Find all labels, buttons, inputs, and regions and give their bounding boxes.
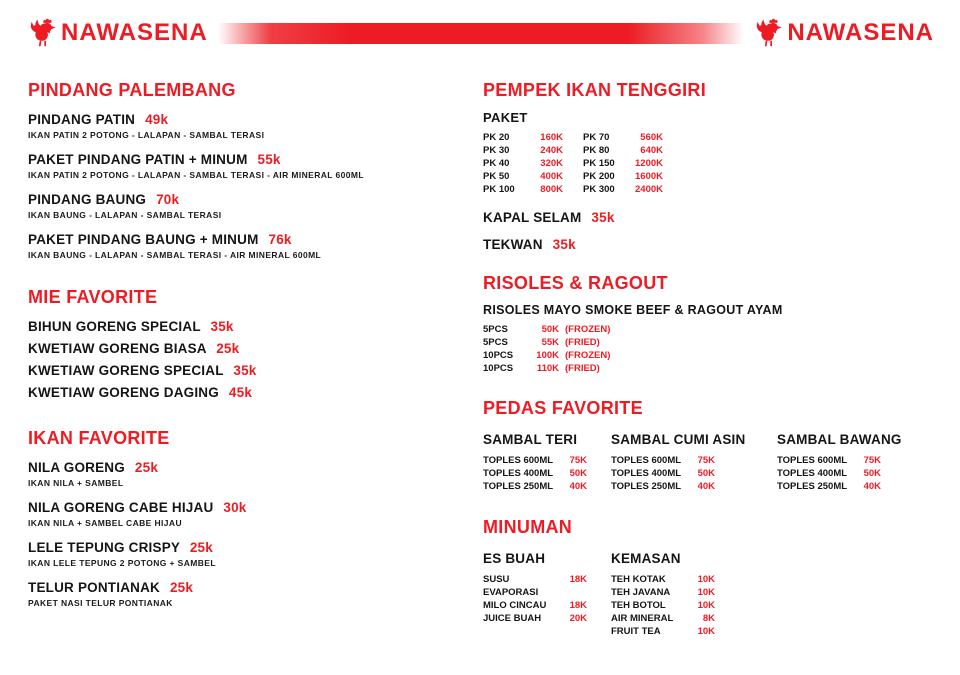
item-name: TELUR PONTIANAK	[28, 580, 160, 595]
menu-item	[483, 237, 934, 252]
package-label: PK 150	[583, 158, 615, 169]
package-price: 640K	[640, 145, 663, 156]
size-label: TOPLES 250ML	[611, 481, 682, 492]
menu-content	[28, 80, 934, 675]
price-value: 18K	[569, 600, 587, 611]
price-value: 100K	[536, 350, 559, 361]
pedas-column-sambal-cumi-asin	[611, 432, 777, 493]
price-row	[583, 144, 663, 157]
package-label: PK 50	[483, 171, 510, 182]
package-price: 320K	[540, 158, 563, 169]
price-row	[483, 454, 611, 467]
menu-item	[28, 112, 463, 140]
price-row	[483, 170, 563, 183]
header-ribbon	[218, 23, 745, 44]
item-line	[28, 580, 463, 595]
section-title: IKAN FAVORITE	[28, 428, 170, 448]
price-row	[611, 586, 777, 599]
drink-label: MILO CINCAU	[483, 600, 547, 611]
section-mie-favorite	[28, 287, 463, 400]
drink-label: AIR MINERAL	[611, 613, 674, 624]
right-column	[483, 80, 934, 675]
price-row	[611, 454, 777, 467]
item-name: BIHUN GORENG SPECIAL	[28, 319, 201, 334]
price-row	[583, 170, 663, 183]
item-price: 35k	[210, 319, 234, 334]
column-title: SAMBAL TERI	[483, 432, 578, 447]
price-value: 50K	[541, 324, 559, 335]
item-name: KAPAL SELAM	[483, 210, 582, 225]
menu-item	[483, 210, 934, 225]
brand-left	[28, 18, 208, 48]
package-label: PK 20	[483, 132, 510, 143]
minuman-columns	[483, 551, 934, 638]
price-row	[483, 480, 611, 493]
package-price: 400K	[540, 171, 563, 182]
quantity-label: 5PCS	[483, 324, 508, 335]
price-value: 10K	[697, 574, 715, 585]
price-row	[483, 467, 611, 480]
item-price: 35k	[233, 363, 257, 378]
item-price: 76k	[268, 232, 292, 247]
section-title: PEDAS FAVORITE	[483, 398, 643, 418]
size-label: TOPLES 400ML	[611, 468, 682, 479]
column-title: KEMASAN	[611, 551, 681, 566]
brand-name-right: NAWASENA	[787, 19, 934, 46]
price-row	[777, 467, 934, 480]
section-title: RISOLES & RAGOUT	[483, 273, 668, 293]
item-name: NILA GORENG	[28, 460, 125, 475]
price-value: 75K	[697, 455, 715, 466]
price-row	[777, 454, 934, 467]
package-price: 1200K	[635, 158, 663, 169]
price-row	[777, 480, 934, 493]
package-price: 240K	[540, 145, 563, 156]
package-label: PK 300	[583, 184, 615, 195]
menu-item	[28, 319, 463, 334]
item-line	[28, 460, 463, 475]
item-price: 35k	[591, 210, 615, 225]
drink-label: FRUIT TEA	[611, 626, 661, 637]
pempek-table-right	[583, 131, 663, 196]
price-value: 18K	[569, 574, 587, 585]
menu-item	[28, 580, 463, 608]
price-value: 55K	[541, 337, 559, 348]
section-title: PEMPEK IKAN TENGGIRI	[483, 80, 707, 100]
risoles-subtitle: RISOLES MAYO SMOKE BEEF & RAGOUT AYAM	[483, 303, 783, 317]
section-pedas-favorite	[483, 398, 934, 493]
drink-label: TEH JAVANA	[611, 587, 671, 598]
item-line	[28, 152, 463, 167]
price-row	[583, 183, 663, 196]
header	[28, 18, 934, 48]
pempek-table-left	[483, 131, 563, 196]
menu-item	[28, 385, 463, 400]
item-price: 35k	[552, 237, 576, 252]
price-row	[483, 131, 563, 144]
section-risoles	[483, 273, 934, 375]
package-label: PK 100	[483, 184, 515, 195]
price-value: 10K	[697, 587, 715, 598]
price-value: 20K	[569, 613, 587, 624]
price-value: 40K	[569, 481, 587, 492]
price-value: 10K	[697, 600, 715, 611]
size-label: TOPLES 600ML	[777, 455, 848, 466]
item-price: 49k	[145, 112, 169, 127]
price-row	[611, 467, 777, 480]
price-row	[611, 599, 777, 612]
menu-item	[28, 500, 463, 528]
item-price: 25k	[134, 460, 159, 475]
risoles-price-list	[483, 323, 934, 375]
quantity-label: 10PCS	[483, 363, 514, 374]
package-price: 1600K	[635, 171, 663, 182]
package-price: 800K	[540, 184, 563, 195]
item-line	[28, 540, 463, 555]
price-value: 50K	[697, 468, 715, 479]
item-line	[28, 192, 463, 207]
rooster-icon	[28, 18, 56, 48]
item-description: IKAN PATIN 2 POTONG - LALAPAN - SAMBAL TERASI - AIR MINERAL 600ML	[28, 170, 364, 180]
item-name: PINDANG PATIN	[28, 112, 136, 127]
price-note: (FRIED)	[565, 363, 600, 374]
price-row	[583, 131, 663, 144]
item-name: KWETIAW GORENG BIASA	[28, 341, 207, 356]
price-row	[483, 573, 611, 599]
item-price: 55k	[257, 152, 281, 167]
size-label: TOPLES 250ML	[777, 481, 848, 492]
price-note: (FROZEN)	[565, 350, 611, 361]
package-label: PK 30	[483, 145, 510, 156]
price-value: 40K	[863, 481, 881, 492]
size-label: TOPLES 600ML	[611, 455, 682, 466]
price-row	[483, 336, 934, 349]
section-pempek	[483, 80, 934, 252]
price-row	[483, 183, 563, 196]
price-note: (FRIED)	[565, 337, 600, 348]
price-row	[483, 349, 934, 362]
quantity-label: 5PCS	[483, 337, 508, 348]
minuman-column-kemasan	[611, 551, 777, 638]
item-line	[28, 500, 463, 515]
item-name: NILA GORENG CABE HIJAU	[28, 500, 214, 515]
left-column	[28, 80, 483, 675]
menu-item	[28, 232, 463, 260]
menu-item	[28, 460, 463, 488]
item-description: IKAN BAUNG - LALAPAN - SAMBAL TERASI	[28, 210, 222, 220]
section-title: PINDANG PALEMBANG	[28, 80, 236, 100]
column-title: SAMBAL BAWANG	[777, 432, 902, 447]
minuman-column-es-buah	[483, 551, 611, 638]
pedas-columns	[483, 432, 934, 493]
package-price: 160K	[540, 132, 563, 143]
section-pindang-palembang	[28, 80, 463, 260]
rooster-icon	[754, 18, 782, 48]
price-row	[611, 625, 777, 638]
pedas-column-sambal-bawang	[777, 432, 934, 493]
menu-item	[28, 192, 463, 220]
pedas-column-sambal-teri	[483, 432, 611, 493]
item-price: 25k	[169, 580, 194, 595]
price-row	[483, 157, 563, 170]
drink-label: TEH BOTOL	[611, 600, 666, 611]
price-row	[483, 612, 611, 625]
package-label: PK 40	[483, 158, 510, 169]
price-value: 10K	[697, 626, 715, 637]
item-description: IKAN NILA + SAMBEL CABE HIJAU	[28, 518, 182, 528]
menu-item	[28, 341, 463, 356]
package-price: 2400K	[635, 184, 663, 195]
drink-label: JUICE BUAH	[483, 613, 542, 624]
package-label: PK 80	[583, 145, 610, 156]
quantity-label: 10PCS	[483, 350, 514, 361]
package-label: PK 70	[583, 132, 610, 143]
price-row	[483, 599, 611, 612]
item-price: 70k	[156, 192, 180, 207]
price-value: 40K	[697, 481, 715, 492]
section-minuman	[483, 517, 934, 638]
drink-label: TEH KOTAK	[611, 574, 666, 585]
column-title: ES BUAH	[483, 551, 546, 566]
item-name: KWETIAW GORENG DAGING	[28, 385, 219, 400]
item-name: KWETIAW GORENG SPECIAL	[28, 363, 224, 378]
price-row	[583, 157, 663, 170]
size-label: TOPLES 600ML	[483, 455, 554, 466]
price-value: 50K	[863, 468, 881, 479]
item-line	[28, 232, 463, 247]
price-row	[483, 362, 934, 375]
price-value: 8K	[702, 613, 715, 624]
item-description: PAKET NASI TELUR PONTIANAK	[28, 598, 173, 608]
size-label: TOPLES 400ML	[483, 468, 554, 479]
item-line	[28, 112, 463, 127]
package-label: PK 200	[583, 171, 615, 182]
size-label: TOPLES 250ML	[483, 481, 554, 492]
item-description: IKAN NILA + SAMBEL	[28, 478, 124, 488]
item-description: IKAN LELE TEPUNG 2 POTONG + SAMBEL	[28, 558, 216, 568]
menu-item	[28, 540, 463, 568]
item-name: PAKET PINDANG PATIN + MINUM	[28, 152, 248, 167]
menu-item	[28, 152, 463, 180]
price-note: (FROZEN)	[565, 324, 611, 335]
price-row	[611, 612, 777, 625]
item-price: 45k	[228, 385, 253, 400]
price-row	[611, 480, 777, 493]
column-title: SAMBAL CUMI ASIN	[611, 432, 746, 447]
price-value: 75K	[569, 455, 587, 466]
price-row	[611, 573, 777, 586]
price-value: 75K	[863, 455, 881, 466]
item-name: PINDANG BAUNG	[28, 192, 147, 207]
item-name: LELE TEPUNG CRISPY	[28, 540, 180, 555]
package-price: 560K	[640, 132, 663, 143]
pempek-subtitle: PAKET	[483, 110, 528, 125]
price-value: 50K	[569, 468, 587, 479]
pempek-price-table	[483, 131, 934, 196]
drink-label: SUSU EVAPORASI	[483, 574, 539, 598]
price-row	[483, 144, 563, 157]
section-title: MIE FAVORITE	[28, 287, 158, 307]
price-value: 110K	[536, 363, 559, 374]
item-price: 30k	[223, 500, 247, 515]
item-price: 25k	[189, 540, 213, 555]
item-description: IKAN PATIN 2 POTONG - LALAPAN - SAMBAL TERASI	[28, 130, 265, 140]
price-row	[483, 323, 934, 336]
brand-name-left: NAWASENA	[61, 19, 208, 46]
section-ikan-favorite	[28, 428, 463, 608]
item-name: TEKWAN	[483, 237, 543, 252]
menu-item	[28, 363, 463, 378]
brand-right	[754, 18, 934, 48]
size-label: TOPLES 400ML	[777, 468, 848, 479]
section-title: MINUMAN	[483, 517, 573, 537]
item-price: 25k	[216, 341, 240, 356]
item-name: PAKET PINDANG BAUNG + MINUM	[28, 232, 259, 247]
item-description: IKAN BAUNG - LALAPAN - SAMBAL TERASI - AIR MINERAL 600ML	[28, 250, 322, 260]
